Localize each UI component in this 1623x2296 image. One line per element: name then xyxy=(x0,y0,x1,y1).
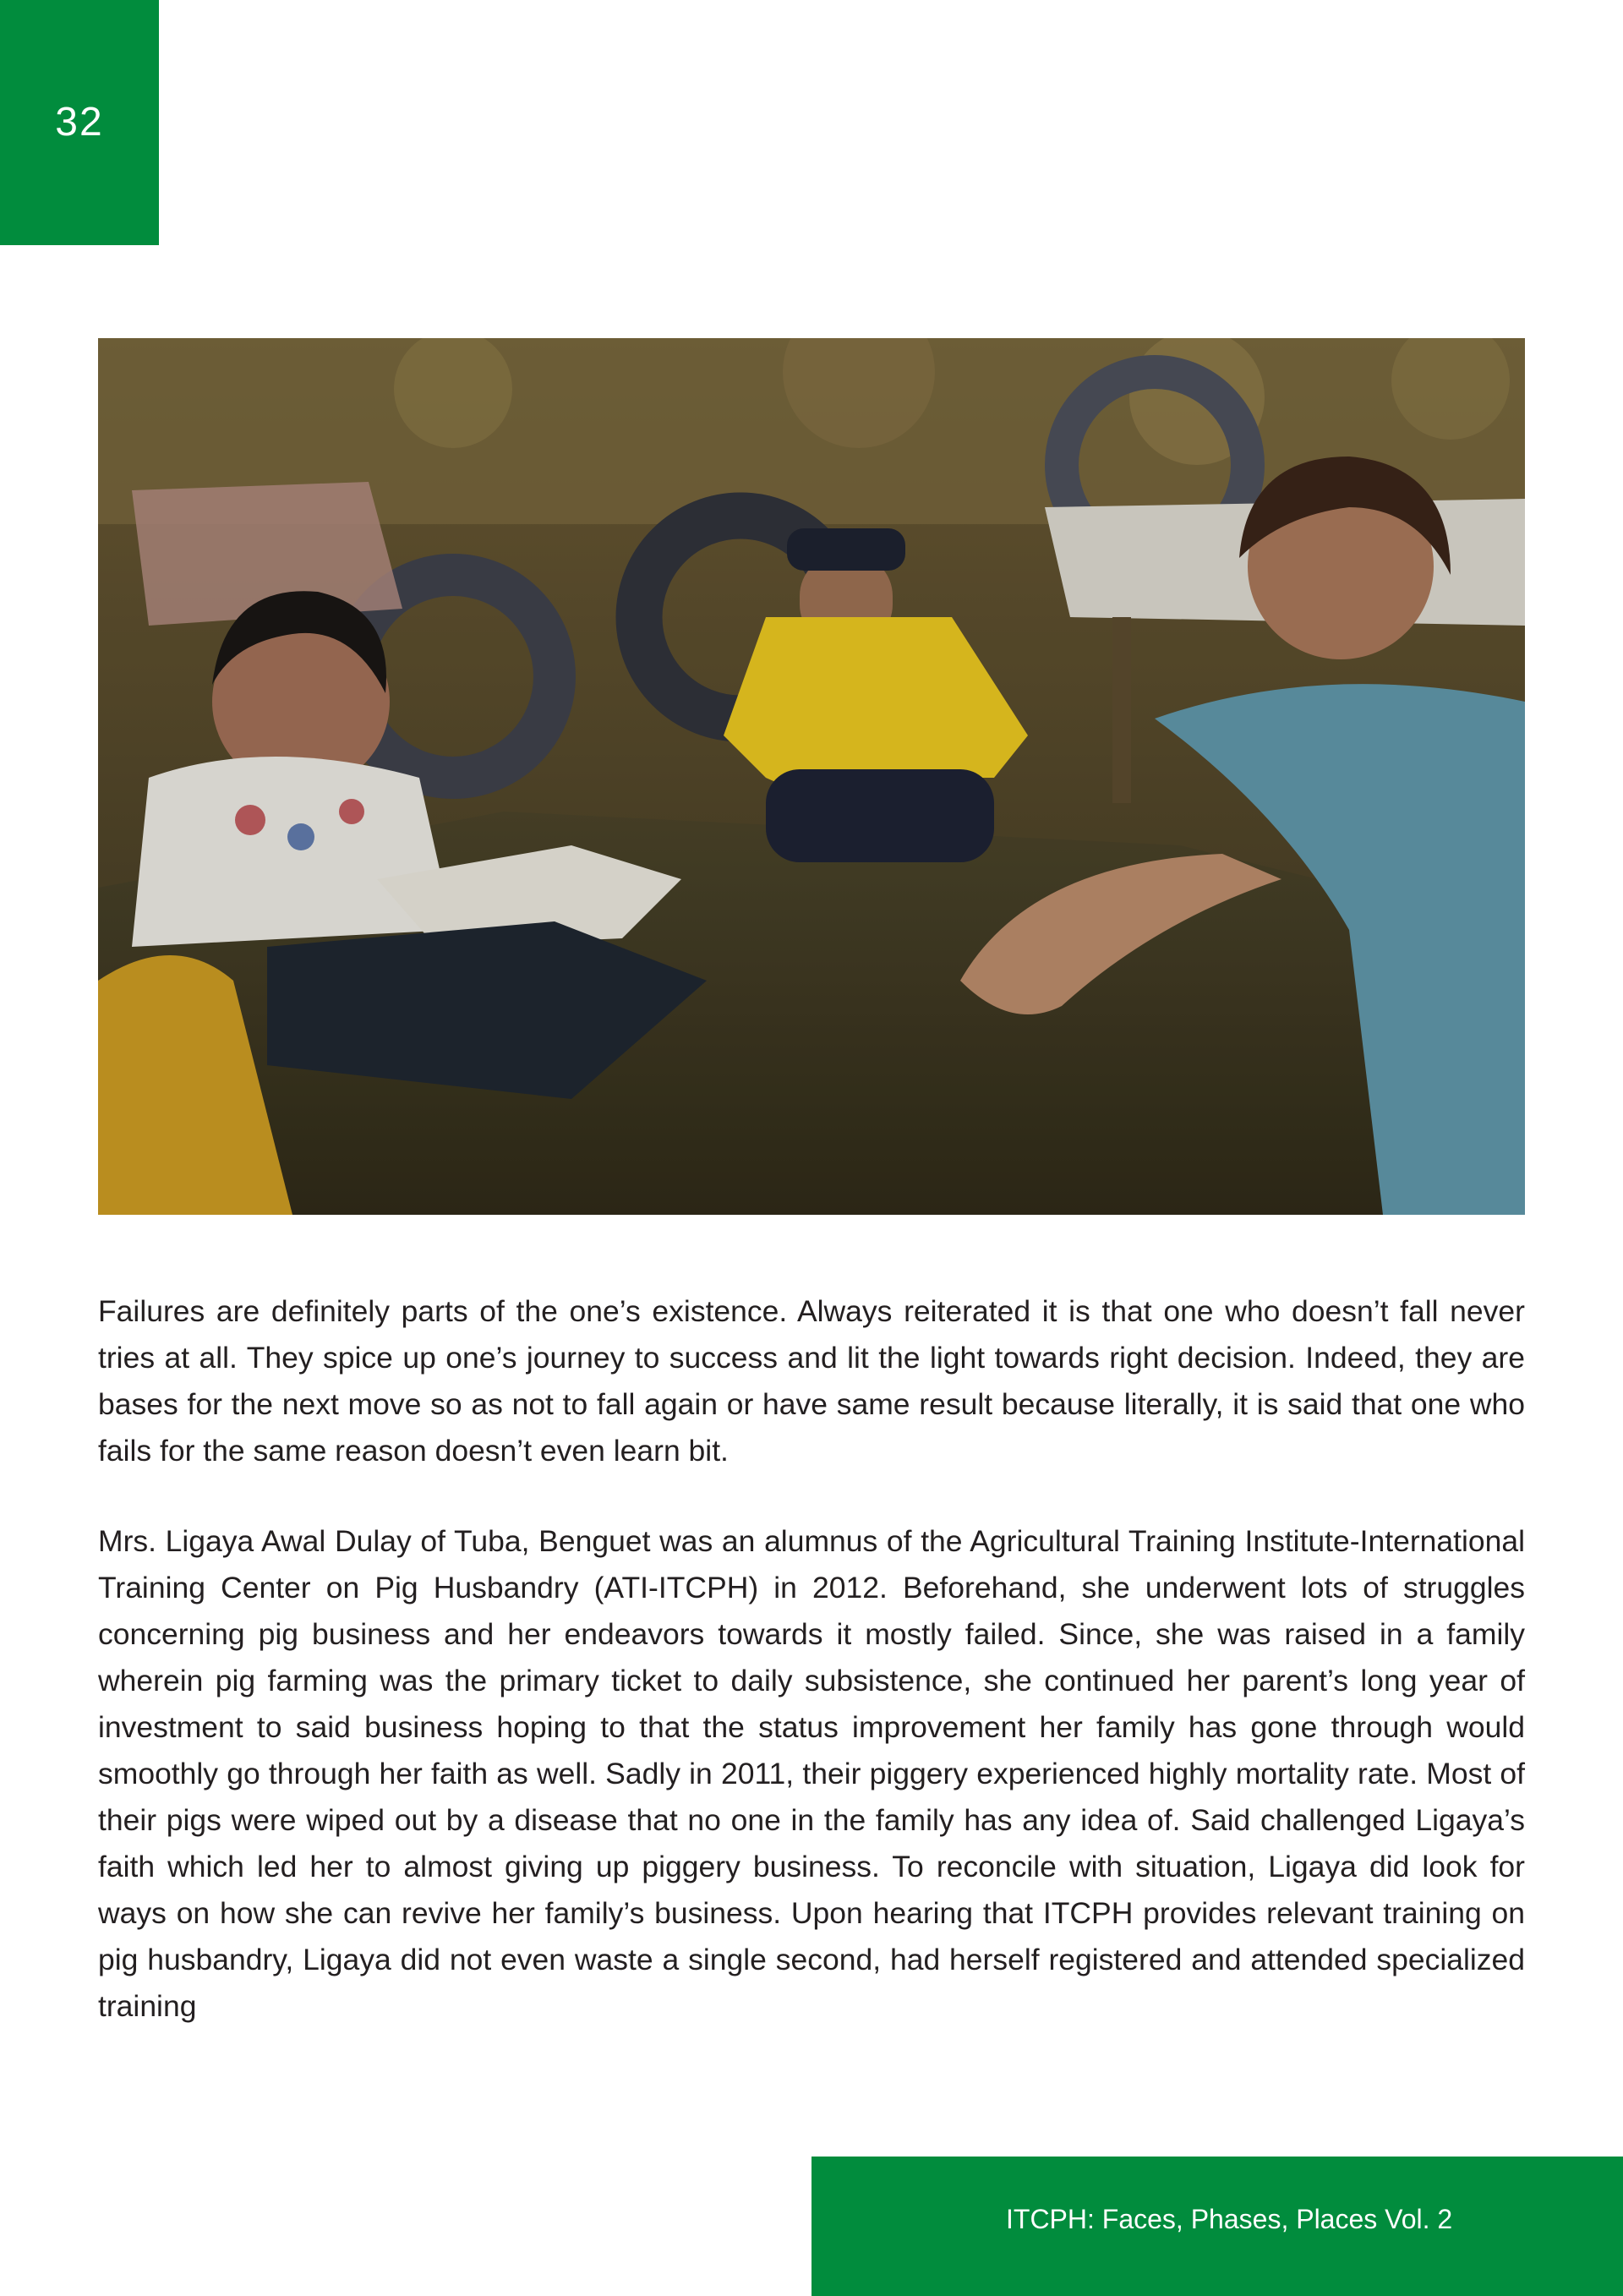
paragraph: Mrs. Ligaya Awal Dulay of Tuba, Benguet was an alumnus of the Agricultural Training Institute-International Training Center on Pig Husbandry (ATI-ITCPH) in 2012. Beforehand, she underwent lots of struggles concerning pig business and her endeavors towards it mostly failed. Since, she was raised in a family wherein pig farming was the primary ticket to daily subsistence, she continued her parent’s long year of investment to said business hoping to that the status improvement her family has gone through would smoothly go through her faith as well. Sadly in 2011, their piggery experienced highly mortality rate. Most of their pigs were wiped out by a disease that no one in the family has any idea of. Said challenged Ligaya’s faith which led her to almost giving up piggery business. To reconcile with situation, Ligaya did look for ways on how she can revive her family’s business. Upon hearing that ITCPH provides relevant training on pig husbandry, Ligaya did not even waste a single second, had herself registered and attended specialized training xyxy=(98,1524,1525,2023)
page-number-tab xyxy=(0,0,159,245)
page-number: 32 xyxy=(55,100,104,145)
footer-publication-title: ITCPH: Faces, Phases, Places Vol. 2 xyxy=(1006,2204,1453,2234)
footer-band xyxy=(812,2157,1623,2296)
article-body xyxy=(98,1288,1525,2074)
photograph xyxy=(98,338,1525,1215)
photograph-illustration xyxy=(98,338,1525,1215)
paragraph: Failures are definitely parts of the one’s existence. Always reiterated it is that one who doesn’t fall never tries at all. They spice up one’s journey to success and lit the light towards right decision. Indeed, they are bases for the next move so as not to fall again or have same result because literally, it is said that one who fails for the same reason doesn’t even learn bit. xyxy=(98,1294,1525,1468)
